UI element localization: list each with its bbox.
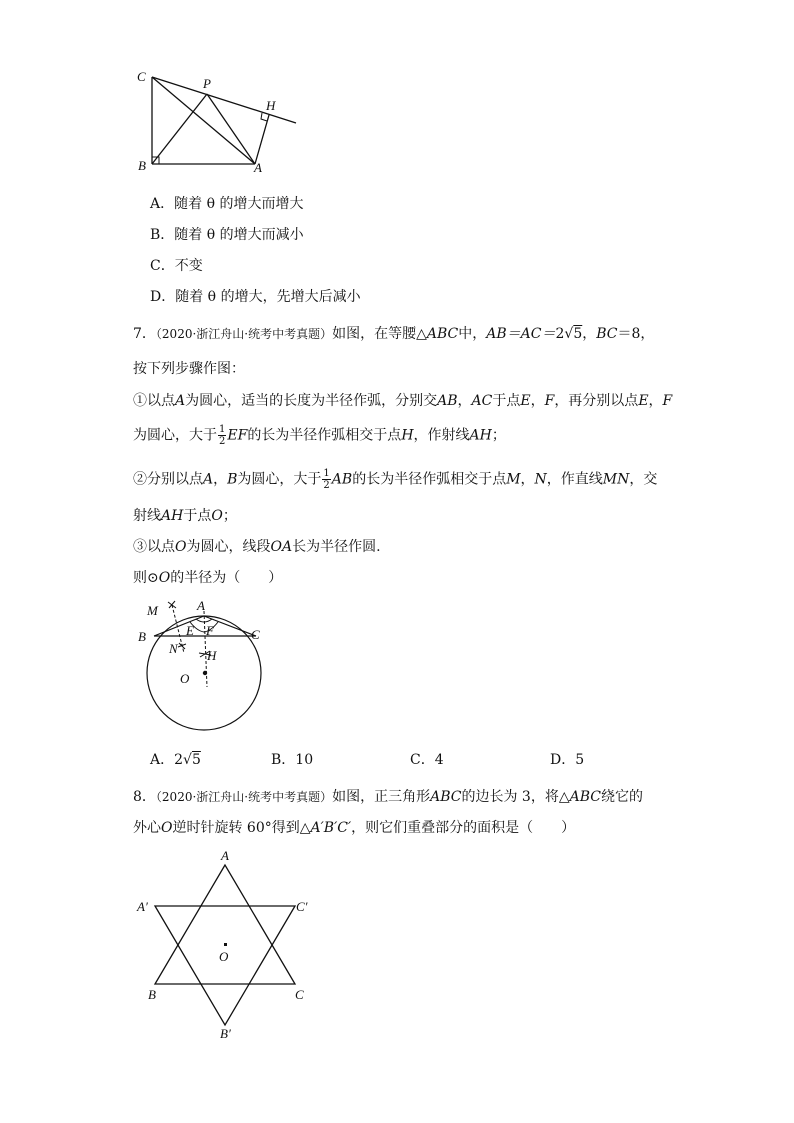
point-O bbox=[224, 943, 227, 946]
q8-line-1: 8．（2020·浙江舟山·统考中考真题）如图，正三角形ABC的边长为 3，将△ABC绕它的 bbox=[133, 789, 643, 805]
q7-step-2-line-2: 射线AH于点O； bbox=[133, 508, 237, 524]
q7-step-1-line-2: 为圆心，大于 $\frac{1}{2}$ EF的长为半径作弧相交于点H，作射线AH； bbox=[133, 424, 506, 447]
label-C: C bbox=[251, 627, 260, 642]
question-7-figure bbox=[130, 595, 280, 740]
q6-option-a: A．随着 θ 的增大而增大 bbox=[150, 196, 304, 212]
q7-option-c: C．4 bbox=[410, 752, 444, 768]
q7-step-3: ③以点O为圆心，线段OA长为半径作圆. bbox=[133, 539, 381, 555]
label-B: B bbox=[148, 987, 156, 1002]
q7-option-d: D．5 bbox=[550, 752, 585, 768]
label-M: M bbox=[147, 603, 158, 618]
q7-line-1: 7．（2020·浙江舟山·统考中考真题）如图，在等腰△ABC中，AB＝AC＝2√5，BC＝8， bbox=[133, 326, 655, 342]
segment-AH bbox=[255, 115, 269, 164]
triangle-ABC bbox=[155, 865, 295, 984]
q6-option-b: B．随着 θ 的增大而减小 bbox=[150, 227, 304, 243]
label-C: C bbox=[295, 987, 304, 1002]
mark-arc-A bbox=[196, 619, 212, 622]
q7-line-2: 按下列步骤作图： bbox=[133, 361, 245, 377]
label-A: A bbox=[221, 848, 229, 863]
label-N: N bbox=[169, 641, 178, 656]
fraction-one-half: $\frac{1}{2}$ bbox=[219, 424, 226, 447]
triangle-A1B1C1 bbox=[155, 906, 295, 1025]
segment-BP bbox=[152, 94, 207, 164]
label-O: O bbox=[219, 949, 229, 964]
q7-option-a: A．2√5 bbox=[150, 752, 201, 768]
label-A: A bbox=[197, 598, 205, 613]
q6-option-d: D．随着 θ 的增大，先增大后减小 bbox=[150, 289, 361, 305]
q7-question: 则⊙O的半径为（ ） bbox=[133, 570, 283, 586]
label-C: C bbox=[137, 69, 146, 84]
label-H: H bbox=[207, 648, 217, 663]
label-B: B bbox=[138, 629, 146, 644]
label-E: E bbox=[186, 623, 194, 638]
q7-step-1-line-1: ①以点A为圆心，适当的长度为半径作弧，分别交AB，AC于点E，F，再分别以点E，F bbox=[133, 393, 673, 409]
right-angle-mark-H bbox=[261, 113, 267, 121]
label-C-prime: C′ bbox=[296, 899, 308, 914]
label-H: H bbox=[266, 98, 276, 113]
question-8-figure bbox=[130, 845, 325, 1045]
fraction-one-half-2: $\frac{1}{2}$ bbox=[323, 468, 330, 491]
q7-step-2-line-1: ②分别以点A，B为圆心，大于 $\frac{1}{2}$ AB的长为半径作弧相交于点M，N，作直线MN，交 bbox=[133, 468, 658, 491]
q6-option-c: C．不变 bbox=[150, 258, 203, 274]
q7-option-b: B．10 bbox=[271, 752, 314, 768]
question-6-figure bbox=[130, 68, 310, 176]
label-B: B bbox=[138, 158, 146, 173]
label-A-prime: A′ bbox=[137, 899, 148, 914]
label-F: F bbox=[206, 623, 214, 638]
label-P: P bbox=[203, 76, 211, 91]
label-O: O bbox=[180, 671, 190, 686]
point-O bbox=[203, 671, 207, 675]
q8-line-2: 外心O逆时针旋转 60°得到△A′B′C′，则它们重叠部分的面积是（ ） bbox=[133, 820, 576, 836]
label-B-prime: B′ bbox=[220, 1026, 231, 1041]
label-A: A bbox=[254, 160, 262, 175]
